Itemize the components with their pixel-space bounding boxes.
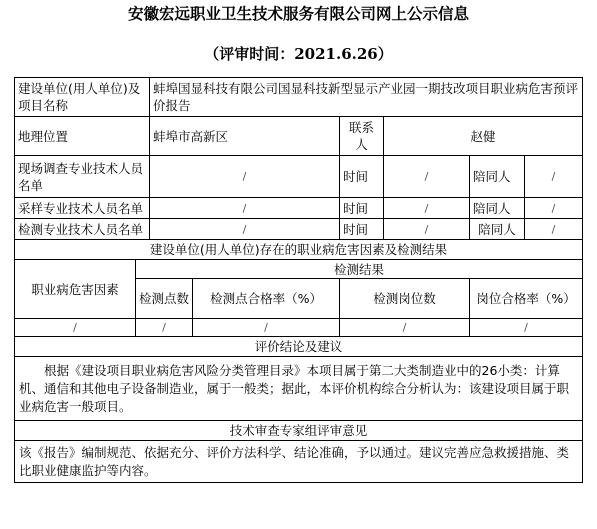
test-points-value: / (136, 319, 193, 337)
survey-companion-value: / (525, 156, 583, 198)
label-test-pass-rate: 检测点合格率（%） (193, 279, 340, 319)
test-pass-rate-value: / (193, 319, 340, 337)
sampling-companion-value: / (525, 198, 583, 219)
label-testing-time: 时间 (340, 219, 384, 240)
conclusion-text: 根据《建设项目职业病危害风险分类管理目录》本项目属于第二大类制造业中的26小类：计算机、通信和其他电子设备制造业，属于一般类；据此，本评价机构综合分析认为：该建设项目属于职业病危害一般项目。 (15, 357, 583, 421)
row-survey-staff (15, 156, 583, 198)
row-sampling-staff (15, 198, 583, 219)
label-test-posts: 检测岗位数 (340, 279, 470, 319)
row-conclusion (15, 357, 583, 421)
row-testing-staff (15, 219, 583, 240)
label-hazard-factor: 职业病危害因素 (15, 260, 136, 319)
label-survey-time: 时间 (340, 156, 384, 198)
label-sampling-staff: 采样专业技术人员名单 (15, 198, 150, 219)
row-review-section (15, 421, 583, 441)
testing-time-value: / (384, 219, 470, 240)
label-unit: 建设单位(用人单位)及项目名称 (15, 78, 150, 117)
survey-staff-value: / (150, 156, 340, 198)
location-value: 蚌埠市高新区 (150, 117, 340, 156)
label-test-results: 检测结果 (136, 260, 583, 279)
row-review (15, 441, 583, 483)
label-survey-companion: 陪同人 (470, 156, 525, 198)
sampling-time-value: / (384, 198, 470, 219)
row-hazard-section (15, 240, 583, 260)
unit-name: 蚌埠国显科技有限公司国显科技新型显示产业园一期技改项目职业病危害预评价报告 (150, 78, 583, 117)
testing-companion-value: / (525, 219, 583, 240)
label-post-pass-rate: 岗位合格率（%） (470, 279, 583, 319)
label-sampling-companion: 陪同人 (470, 198, 525, 219)
label-testing-companion: 陪同人 (470, 219, 525, 240)
row-unit (15, 78, 583, 117)
testing-staff-value: / (150, 219, 340, 240)
hazard-section-heading: 建设单位(用人单位)存在的职业病危害因素及检测结果 (15, 240, 583, 260)
post-pass-rate-value: / (470, 319, 583, 337)
review-section-heading: 技术审查专家组评审意见 (15, 421, 583, 441)
review-text: 该《报告》编制规范、依据充分、评价方法科学、结论准确，予以通过。建议完善应急救援措施、类比职业健康监护等内容。 (15, 441, 583, 483)
label-survey-staff: 现场调查专业技术人员名单 (15, 156, 150, 198)
label-testing-staff: 检测专业技术人员名单 (15, 219, 150, 240)
label-sampling-time: 时间 (340, 198, 384, 219)
review-date: （评审时间：2021.6.26） (204, 45, 393, 63)
label-test-points: 检测点数 (136, 279, 193, 319)
survey-time-value: / (384, 156, 470, 198)
hazard-factor-value: / (15, 319, 136, 337)
row-hazard-header-1 (15, 260, 583, 279)
contact-value: 赵健 (384, 117, 583, 156)
conclusion-section-heading: 评价结论及建议 (15, 337, 583, 357)
test-posts-value: / (340, 319, 470, 337)
label-location: 地理位置 (15, 117, 150, 156)
row-conclusion-section (15, 337, 583, 357)
sampling-staff-value: / (150, 198, 340, 219)
label-contact: 联系人 (340, 117, 384, 156)
row-hazard-values (15, 319, 583, 337)
row-location (15, 117, 583, 156)
page-title: 安徽宏远职业卫生技术服务有限公司网上公示信息 (127, 4, 469, 23)
disclosure-table (14, 77, 583, 483)
